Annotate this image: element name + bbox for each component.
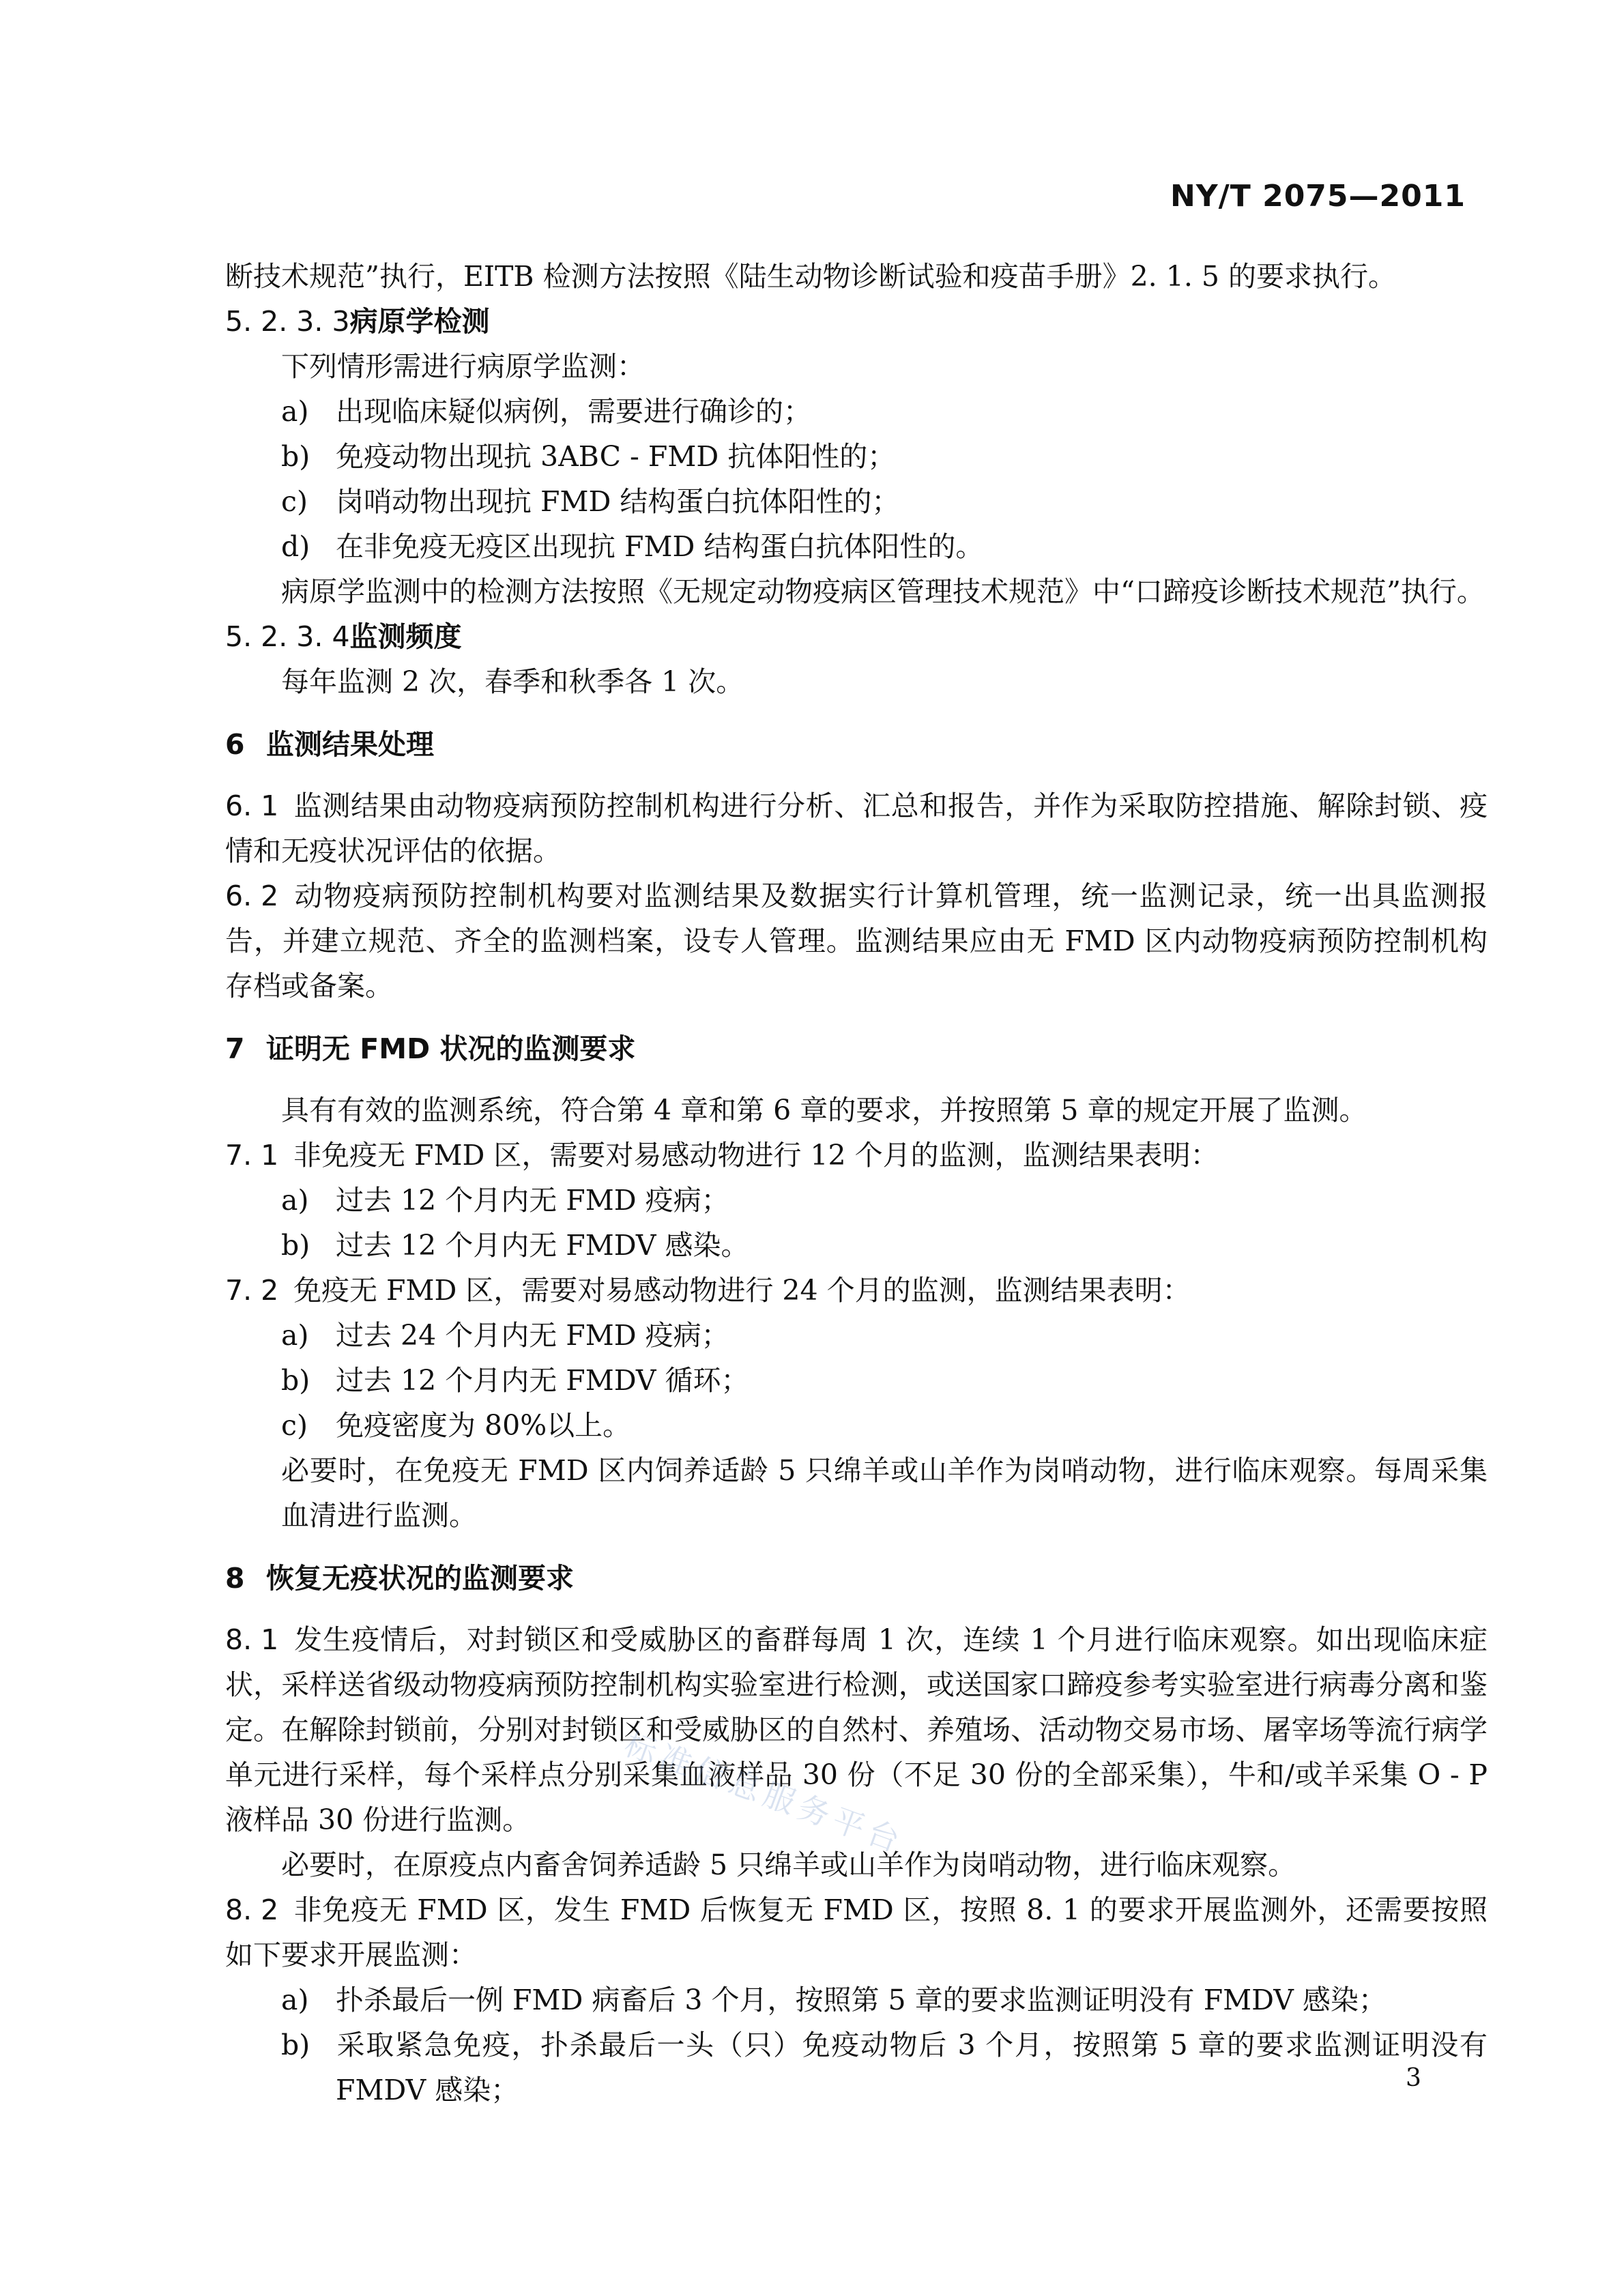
list-label: a) — [281, 1184, 309, 1217]
chapter-title: 监测结果处理 — [266, 728, 434, 761]
watermark: 标准信息服务平台 — [620, 1725, 910, 1861]
list-item — [225, 1223, 1488, 1268]
clause-7-2 — [225, 1268, 1488, 1313]
paragraph: 每年监测 2 次，春季和秋季各 1 次。 — [281, 665, 744, 698]
clause-6-2 — [225, 873, 1488, 1009]
clause-number: 8. 1 — [225, 1623, 279, 1656]
clause-7-1 — [225, 1133, 1488, 1178]
list-text: 岗哨动物出现抗 FMD 结构蛋白抗体阳性的； — [336, 485, 900, 518]
clause-number: 5. 2. 3. 3 — [225, 305, 350, 338]
clause-6-1 — [225, 783, 1488, 873]
list-item — [225, 1178, 1488, 1223]
list-text: 过去 12 个月内无 FMD 疫病； — [336, 1184, 729, 1217]
list-text: 在非免疫无疫区出现抗 FMD 结构蛋白抗体阳性的。 — [336, 530, 984, 563]
list-label: c) — [281, 485, 308, 518]
standard-code-header: NY/T 2075—2011 — [1170, 179, 1466, 214]
list-text: 过去 12 个月内无 FMDV 循环； — [336, 1364, 749, 1397]
chapter-number: 7 — [225, 1032, 245, 1065]
clause-text: 动物疫病预防控制机构要对监测结果及数据实行计算机管理，统一监测记录，统一出具监测报告，并建立规范、齐全的监测档案，设专人管理。监测结果应由无 FMD 区内动物疫病预防控制机构存档或备案。 — [225, 880, 1488, 1002]
subclause-5-2-3-3-heading — [225, 299, 1488, 344]
clause-text: 非免疫无 FMD 区，发生 FMD 后恢复无 FMD 区，按照 8. 1 的要求开展监测外，还需要按照如下要求开展监测： — [225, 1894, 1488, 1971]
paragraph: 必要时，在免疫无 FMD 区内饲养适龄 5 只绵羊或山羊作为岗哨动物，进行临床观察。每周采集血清进行监测。 — [281, 1454, 1488, 1532]
list-item — [225, 1403, 1488, 1448]
list-label: b) — [281, 1229, 310, 1262]
chapter-6-heading — [225, 722, 1488, 767]
list-text: 免疫动物出现抗 3ABC - FMD 抗体阳性的； — [336, 440, 896, 473]
list-item — [225, 1313, 1488, 1358]
list-item — [225, 389, 1488, 434]
list-label: a) — [281, 1319, 309, 1352]
continuation-line: 断技术规范”执行，EITB 检测方法按照《陆生动物诊断试验和疫苗手册》2. 1. 5 的要求执行。 — [225, 260, 1397, 293]
list-item — [225, 1358, 1488, 1403]
clause-number: 6. 1 — [225, 789, 279, 822]
paragraph: 病原学监测中的检测方法按照《无规定动物疫病区管理技术规范》中“口蹄疫诊断技术规范”执行。 — [281, 575, 1485, 608]
clause-number: 7. 2 — [225, 1274, 279, 1307]
clause-number: 8. 2 — [225, 1894, 279, 1926]
clause-text: 免疫无 FMD 区，需要对易感动物进行 24 个月的监测，监测结果表明： — [293, 1274, 1191, 1307]
list-item — [225, 524, 1488, 569]
chapter-title: 恢复无疫状况的监测要求 — [266, 1562, 574, 1595]
chapter-number: 8 — [225, 1562, 245, 1595]
subclause-5-2-3-4-heading — [225, 614, 1488, 659]
chapter-7-heading — [225, 1026, 1488, 1071]
list-text: 出现临床疑似病例，需要进行确诊的； — [336, 395, 811, 428]
list-item — [225, 479, 1488, 524]
list-text: 过去 24 个月内无 FMD 疫病； — [336, 1319, 729, 1352]
clause-title: 监测频度 — [349, 620, 462, 653]
list-item — [225, 434, 1488, 479]
chapter-number: 6 — [225, 728, 245, 761]
list-label: a) — [281, 395, 309, 428]
clause-text: 监测结果由动物疫病预防控制机构进行分析、汇总和报告，并作为采取防控措施、解除封锁、疫情和无疫状况评估的依据。 — [225, 789, 1488, 867]
list-text: 采取紧急免疫，扑杀最后一头（只）免疫动物后 3 个月，按照第 5 章的要求监测证明没有 FMDV 感染； — [336, 2029, 1488, 2106]
clause-number: 5. 2. 3. 4 — [225, 620, 350, 653]
list-item — [225, 1977, 1488, 2022]
list-label: d) — [281, 530, 310, 563]
clause-8-2 — [225, 1887, 1488, 1977]
clause-text: 非免疫无 FMD 区，需要对易感动物进行 12 个月的监测，监测结果表明： — [293, 1139, 1219, 1172]
paragraph: 必要时，在原疫点内畜舍饲养适龄 5 只绵羊或山羊作为岗哨动物，进行临床观察。 — [281, 1848, 1296, 1881]
list-text: 扑杀最后一例 FMD 病畜后 3 个月，按照第 5 章的要求监测证明没有 FMDV 感染； — [336, 1984, 1387, 2016]
clause-number: 6. 2 — [225, 880, 279, 912]
list-text: 过去 12 个月内无 FMDV 感染。 — [336, 1229, 749, 1262]
chapter-title: 证明无 FMD 状况的监测要求 — [266, 1032, 636, 1065]
list-label: b) — [281, 1364, 310, 1397]
list-label: c) — [281, 1409, 308, 1442]
paragraph: 下列情形需进行病原学监测： — [281, 350, 645, 383]
list-label: b) — [281, 440, 310, 473]
chapter-8-heading — [225, 1556, 1488, 1601]
clause-text: 发生疫情后，对封锁区和受威胁区的畜群每周 1 次，连续 1 个月进行临床观察。如出现临床症状，采样送省级动物疫病预防控制机构实验室进行检测，或送国家口蹄疫参考实验室进行病毒分离和鉴定。在解除封锁前，分别对封锁区和受威胁区的自然村、养殖场、活动物交易市场、屠宰场等流行病学单元进行采样，每个采样点分别采集血液样品 30 份（不足 30 份的全部采集），牛和/或羊采集 O - P 液样品 30 份进行监测。 — [225, 1623, 1488, 1836]
clause-title: 病原学检测 — [349, 305, 490, 338]
page-number: 3 — [1406, 2064, 1421, 2092]
list-item — [225, 2022, 1488, 2113]
paragraph: 具有有效的监测系统，符合第 4 章和第 6 章的要求，并按照第 5 章的规定开展了监测。 — [281, 1094, 1367, 1127]
clause-number: 7. 1 — [225, 1139, 279, 1172]
list-label: a) — [281, 1984, 309, 2016]
list-label: b) — [281, 2029, 310, 2061]
list-text: 免疫密度为 80%以上。 — [336, 1409, 631, 1442]
